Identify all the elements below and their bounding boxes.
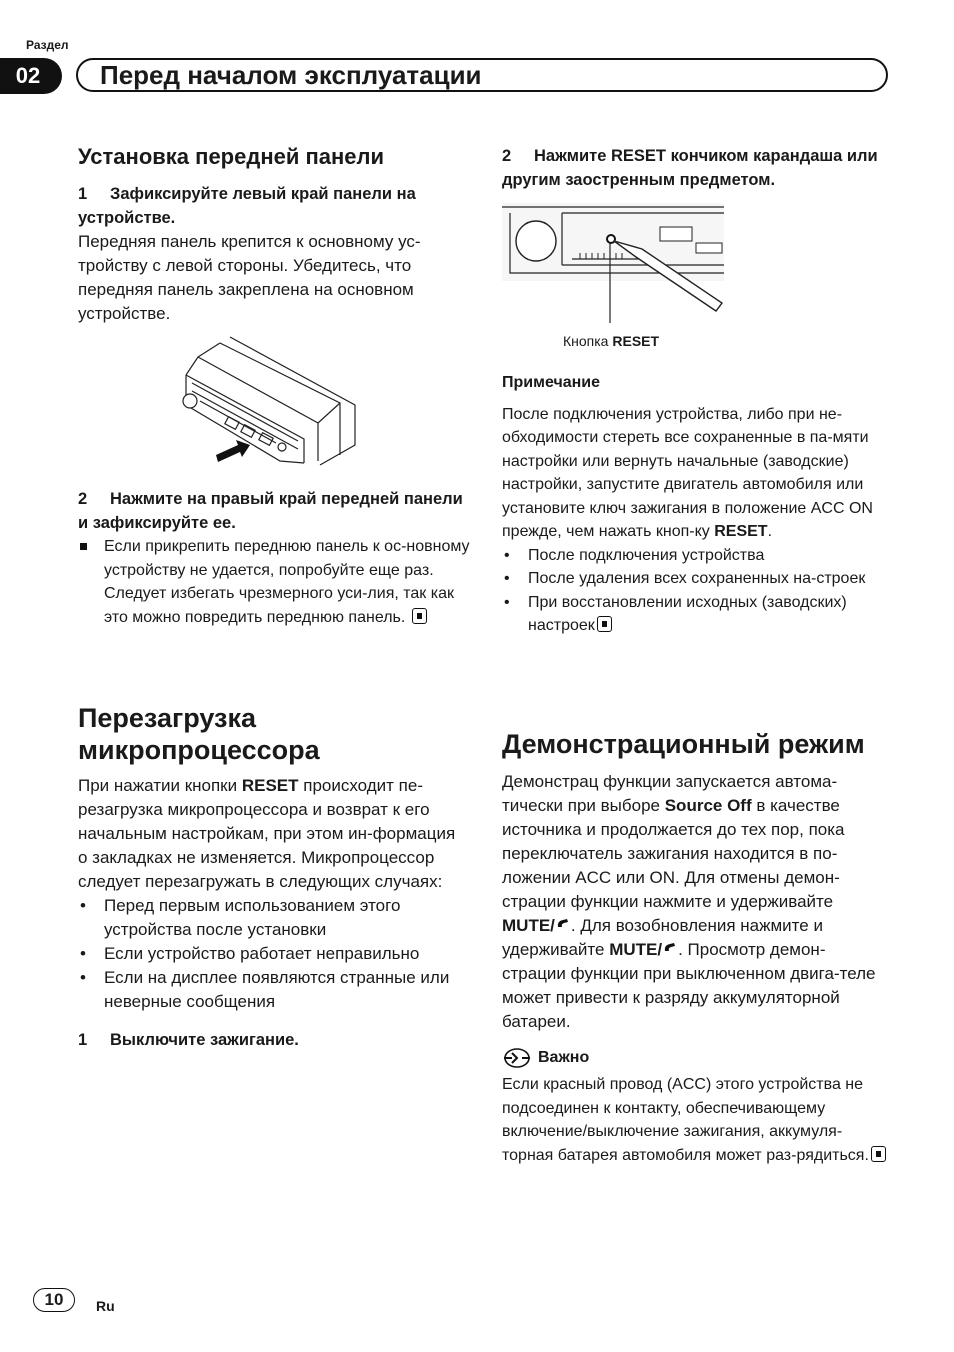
reset-step-2 [502, 144, 888, 192]
reset-heading-line1: Перезагрузка [78, 703, 257, 733]
phone-icon [662, 941, 678, 955]
step-ignition-off [78, 1028, 468, 1052]
step-1 [78, 182, 468, 230]
note-heading: Примечание [502, 374, 601, 391]
list-item: • Если устройство работает неправильно [78, 942, 468, 966]
right-column-step2 [502, 144, 888, 192]
language-code: Ru [96, 1298, 115, 1314]
step-number: 2 [78, 490, 88, 508]
arrow-icon [216, 440, 250, 462]
demo-body: Демонстрац функции запускается автома-тически при выборе Source Off в качестве источника и продолжается до тех пор, пока переключатель зажигания находится в по-ложении ACC или ON. Для отмены демон-страции функции нажмите и удерживайте MUTE/ . Для возобновления нажмите и удерживайте MUTE/ . Просмотр демон-страции функции при выключенном двига-теле может привести к разряду аккумуляторной батареи. [502, 772, 876, 1031]
front-panel-illustration [180, 335, 360, 467]
note-body: После подключения устройства, либо при не-обходимости стереть все сохраненные в па-мяти настройки или вернуть начальные (заводские) настройки, запустите двигатель автомобиля или установите ключ зажигания в положение ACC ON прежде, чем нажать кноп-ку RESET. [502, 405, 873, 540]
reset-caption: Кнопка RESET [563, 333, 660, 349]
reset-body: При нажатии кнопки RESET происходит пе-резагрузка микропроцессора и возврат к его начальным настройкам, при этом ин-формация о закладках не изменяется. Микропроцессор следует перезагружать в следующих случаях: [78, 776, 456, 891]
important-section [502, 1047, 892, 1167]
list-item: • После подключения устройства [502, 544, 888, 568]
demo-heading: Демонстрационный режим [502, 729, 865, 759]
step-number: 1 [78, 1031, 88, 1049]
important-icon [502, 1047, 532, 1069]
important-heading: Важно [502, 1047, 892, 1069]
reset-bullet-list [78, 894, 468, 1014]
step-2-note: Если прикрепить переднюю панель к ос-новному устройству не удается, попробуйте еще раз. Следует избегать чрезмерного уси-лия, так как это можно повредить переднюю панель. [78, 535, 472, 629]
step-number: 1 [78, 185, 88, 203]
list-item: • При восстановлении исходных (заводских) настроек [502, 591, 888, 638]
end-mark-icon [597, 616, 612, 632]
end-mark-icon [412, 608, 427, 624]
left-column [78, 144, 468, 326]
list-item: • После удаления всех сохраненных на-строек [502, 567, 888, 591]
step-text: Выключите зажигание. [110, 1031, 299, 1049]
important-body: Если красный провод (ACC) этого устройства не подсоединен к контакту, обеспечивающему включение/выключение зажигания, аккумуля-торная батарея автомобиля может раз-рядиться. [502, 1073, 892, 1167]
reset-button-icon [607, 235, 615, 243]
step-1-body: Передняя панель крепится к основному ус-тройству с левой стороны. Убедитесь, что передняя панель закреплена на основном устройстве. [78, 232, 421, 323]
step-text: Нажмите RESET кончиком карандаша или другим заостренным предметом. [502, 147, 878, 189]
section-number-badge: 02 [0, 58, 62, 94]
page-number: 10 [33, 1288, 75, 1312]
step-number: 2 [502, 147, 512, 165]
section-title: Перед началом эксплуатации [76, 58, 888, 92]
list-item: • Если на дисплее появляются странные или неверные сообщения [78, 966, 468, 1014]
reset-section [78, 702, 468, 1052]
note-bullet-list [502, 544, 888, 638]
reset-heading-line2: микропроцессора [78, 735, 320, 765]
end-mark-icon [871, 1146, 886, 1162]
demo-section [502, 728, 888, 1034]
note-section [502, 371, 888, 638]
step-text: Нажмите на правый край передней панели и зафиксируйте ее. [78, 490, 463, 532]
list-item: • Перед первым использованием этого устройства после установки [78, 894, 468, 942]
step-2 [78, 487, 468, 535]
phone-icon [555, 917, 571, 931]
step-text: Зафиксируйте левый край панели на устройстве. [78, 185, 416, 227]
reset-button-illustration [502, 203, 726, 323]
left-column-step2 [78, 487, 468, 629]
section-label: Раздел [26, 38, 69, 52]
install-heading: Установка передней панели [78, 144, 385, 169]
square-bullet-icon [80, 543, 87, 550]
